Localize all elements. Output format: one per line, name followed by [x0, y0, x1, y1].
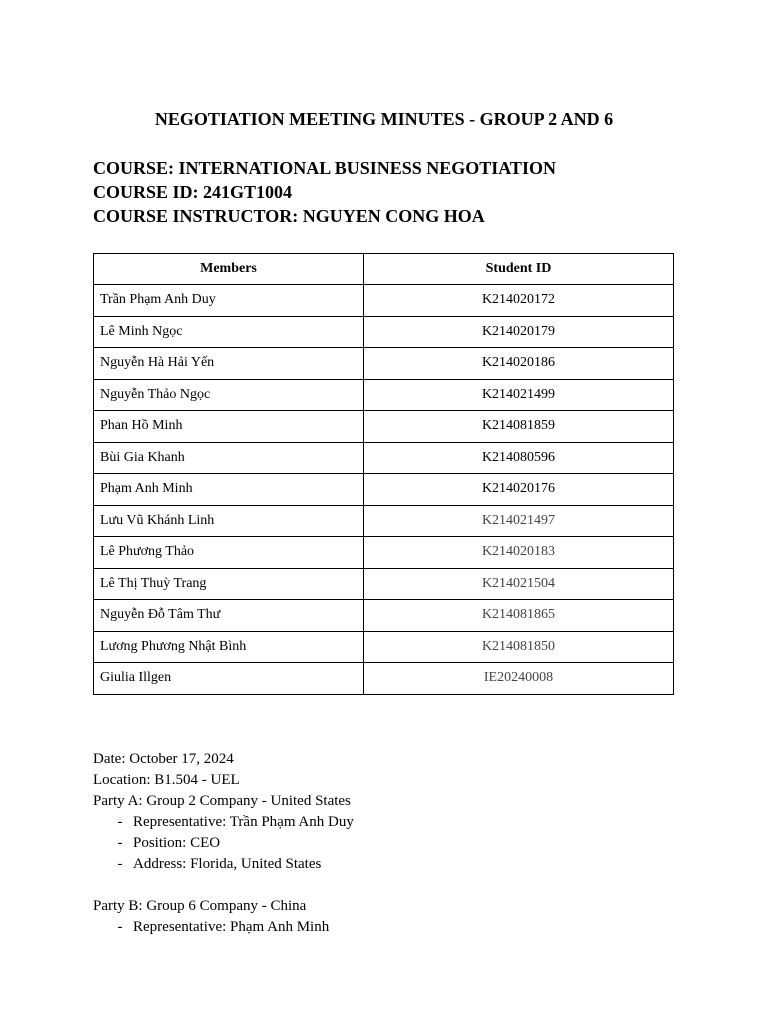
student-id: K214021499: [364, 379, 674, 411]
student-id: K214020179: [364, 316, 674, 348]
student-id: K214021504: [364, 568, 674, 600]
members-table: [93, 253, 674, 695]
member-name: Phan Hồ Minh: [94, 411, 364, 443]
member-name: Lưu Vũ Khánh Linh: [94, 505, 364, 537]
student-id-column-header: Student ID: [364, 254, 674, 285]
student-id: K214081859: [364, 411, 674, 443]
member-name: Lê Thị Thuỳ Trang: [94, 568, 364, 600]
bullet-marker: -: [117, 835, 123, 851]
party-a-bullet: [93, 833, 354, 854]
student-id: K214081865: [364, 600, 674, 632]
table-row: [94, 316, 674, 348]
course-info: [93, 156, 556, 228]
party-b-representative: Representative: Phạm Anh Minh: [133, 919, 330, 935]
member-name: Trần Phạm Anh Duy: [94, 285, 364, 317]
course-instructor: COURSE INSTRUCTOR: NGUYEN CONG HOA: [93, 206, 485, 226]
party-b-bullet: [93, 917, 354, 938]
course-name: COURSE: INTERNATIONAL BUSINESS NEGOTIATION: [93, 158, 556, 178]
table-row: [94, 537, 674, 569]
member-name: Nguyễn Thảo Ngọc: [94, 379, 364, 411]
student-id: K214021497: [364, 505, 674, 537]
party-a-representative: Representative: Trần Phạm Anh Duy: [133, 814, 354, 830]
table-row: [94, 285, 674, 317]
table-row: [94, 505, 674, 537]
member-name: Phạm Anh Minh: [94, 474, 364, 506]
page-title: NEGOTIATION MEETING MINUTES - GROUP 2 AND 6: [154, 109, 614, 129]
bullet-marker: -: [117, 814, 123, 830]
table-row: [94, 663, 674, 695]
student-id: K214020186: [364, 348, 674, 380]
member-name: Nguyễn Đỗ Tâm Thư: [94, 600, 364, 632]
member-name: Lê Phương Thảo: [94, 537, 364, 569]
table-row: [94, 568, 674, 600]
table-row: [94, 411, 674, 443]
party-b-heading: Party B: Group 6 Company - China: [93, 898, 307, 914]
course-id: COURSE ID: 241GT1004: [93, 182, 293, 202]
meeting-details: [93, 749, 354, 938]
party-a-bullet: [93, 812, 354, 833]
member-name: Nguyễn Hà Hải Yến: [94, 348, 364, 380]
members-column-header: Members: [94, 254, 364, 285]
party-a-heading: Party A: Group 2 Company - United States: [93, 793, 351, 809]
table-row: [94, 631, 674, 663]
spacer: [93, 875, 354, 896]
meeting-location: Location: B1.504 - UEL: [93, 772, 240, 788]
bullet-marker: -: [117, 856, 123, 872]
table-row: [94, 379, 674, 411]
meeting-date: Date: October 17, 2024: [93, 751, 234, 767]
party-a-position: Position: CEO: [133, 835, 221, 851]
table-row: [94, 474, 674, 506]
member-name: Bùi Gia Khanh: [94, 442, 364, 474]
member-name: Giulia Illgen: [94, 663, 364, 695]
party-a-address: Address: Florida, United States: [133, 856, 322, 872]
student-id: K214020172: [364, 285, 674, 317]
bullet-marker: -: [117, 919, 123, 935]
student-id: IE20240008: [364, 663, 674, 695]
student-id: K214020183: [364, 537, 674, 569]
party-a-bullet: [93, 854, 354, 875]
student-id: K214080596: [364, 442, 674, 474]
member-name: Lương Phương Nhật Bình: [94, 631, 364, 663]
table-row: [94, 348, 674, 380]
table-row: [94, 600, 674, 632]
table-header-row: [94, 254, 674, 285]
member-name: Lê Minh Ngọc: [94, 316, 364, 348]
student-id: K214020176: [364, 474, 674, 506]
table-row: [94, 442, 674, 474]
student-id: K214081850: [364, 631, 674, 663]
